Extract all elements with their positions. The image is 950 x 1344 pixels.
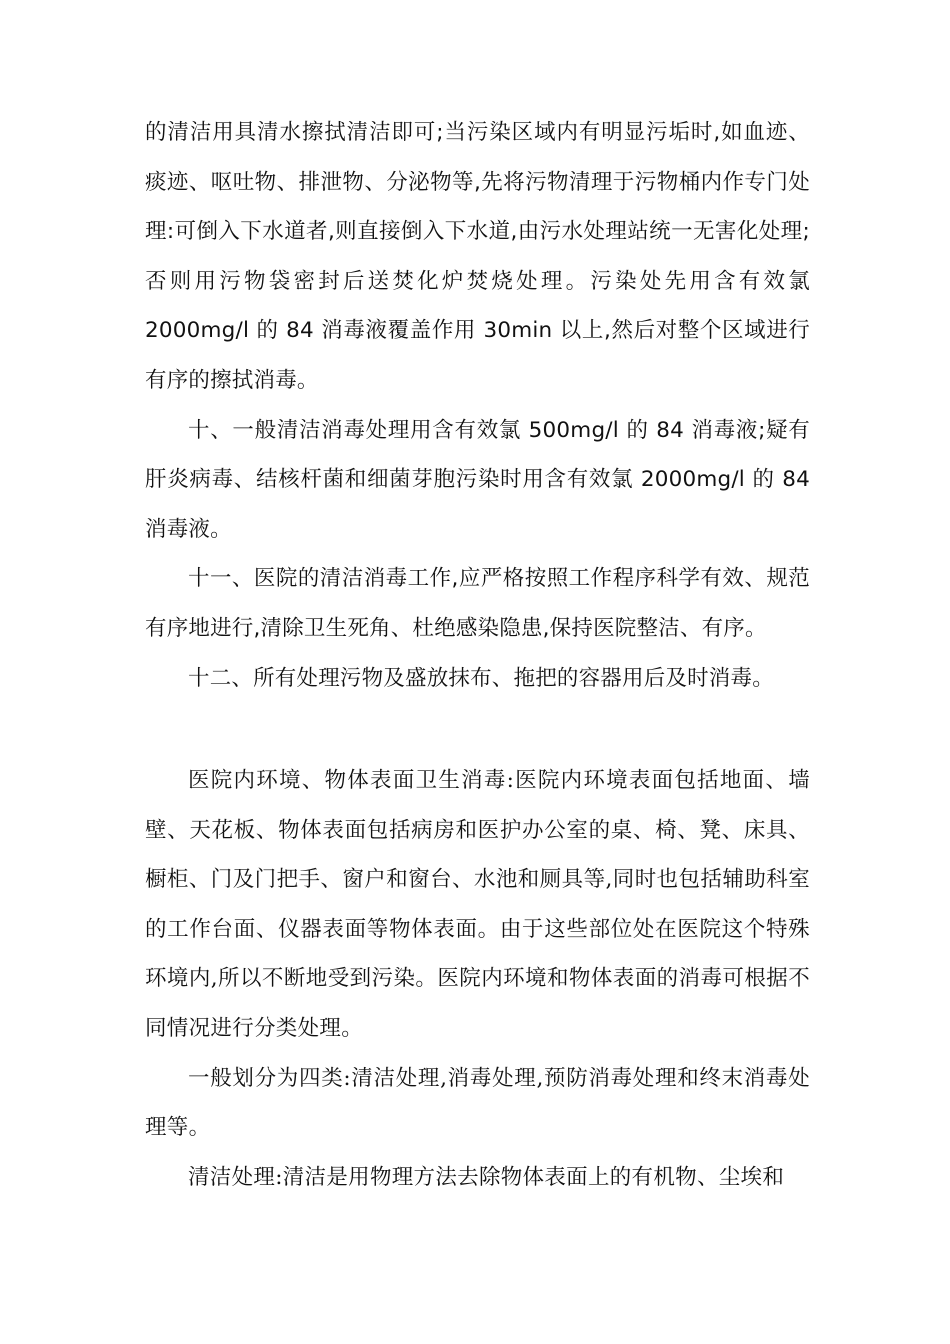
paragraph-surface-disinfection: 医院内环境、物体表面卫生消毒:医院内环境表面包括地面、墙壁、天花板、物体表面包括病房和医护办公室的桌、椅、凳、床具、橱柜、门及门把手、窗户和窗台、水池和厕具等,同时也包括辅助科室的工作台面、仪器表面等物体表面。由于这些部位处在医院这个特殊环境内,所以不断地受到污染。医院内环境和物体表面的消毒可根据不同情况进行分类处理。	[145, 768, 810, 1041]
section-a	[145, 108, 810, 703]
section-b	[145, 756, 810, 1202]
paragraph-item-10: 十、一般清洁消毒处理用含有效氯 500mg/l 的 84 消毒液;疑有肝炎病毒、结核杆菌和细菌芽胞污染时用含有效氯 2000mg/l 的 84 消毒液。	[145, 417, 810, 542]
paragraph-four-categories: 一般划分为四类:清洁处理,消毒处理,预防消毒处理和终末消毒处理等。	[145, 1065, 810, 1141]
paragraph-item-12: 十二、所有处理污物及盛放抹布、拖把的容器用后及时消毒。	[188, 665, 774, 691]
paragraph-cleaning-procedure: 的清洁用具清水擦拭清洁即可;当污染区域内有明显污垢时,如血迹、痰迹、呕吐物、排泄物、分泌物等,先将污物清理于污物桶内作专门处理:可倒入下水道者,则直接倒入下水道,由污水处理站统一无害化处理;否则用污物袋密封后送焚化炉焚烧处理。污染处先用含有效氯 2000mg/l 的 84 消毒液覆盖作用 30min 以上,然后对整个区域进行有序的擦拭消毒。	[145, 120, 810, 393]
paragraph-item-11: 十一、医院的清洁消毒工作,应严格按照工作程序科学有效、规范有序地进行,清除卫生死角、杜绝感染隐患,保持医院整洁、有序。	[145, 566, 810, 641]
paragraph-cleaning-treatment: 清洁处理:清洁是用物理方法去除物体表面上的有机物、尘埃和	[188, 1164, 785, 1190]
